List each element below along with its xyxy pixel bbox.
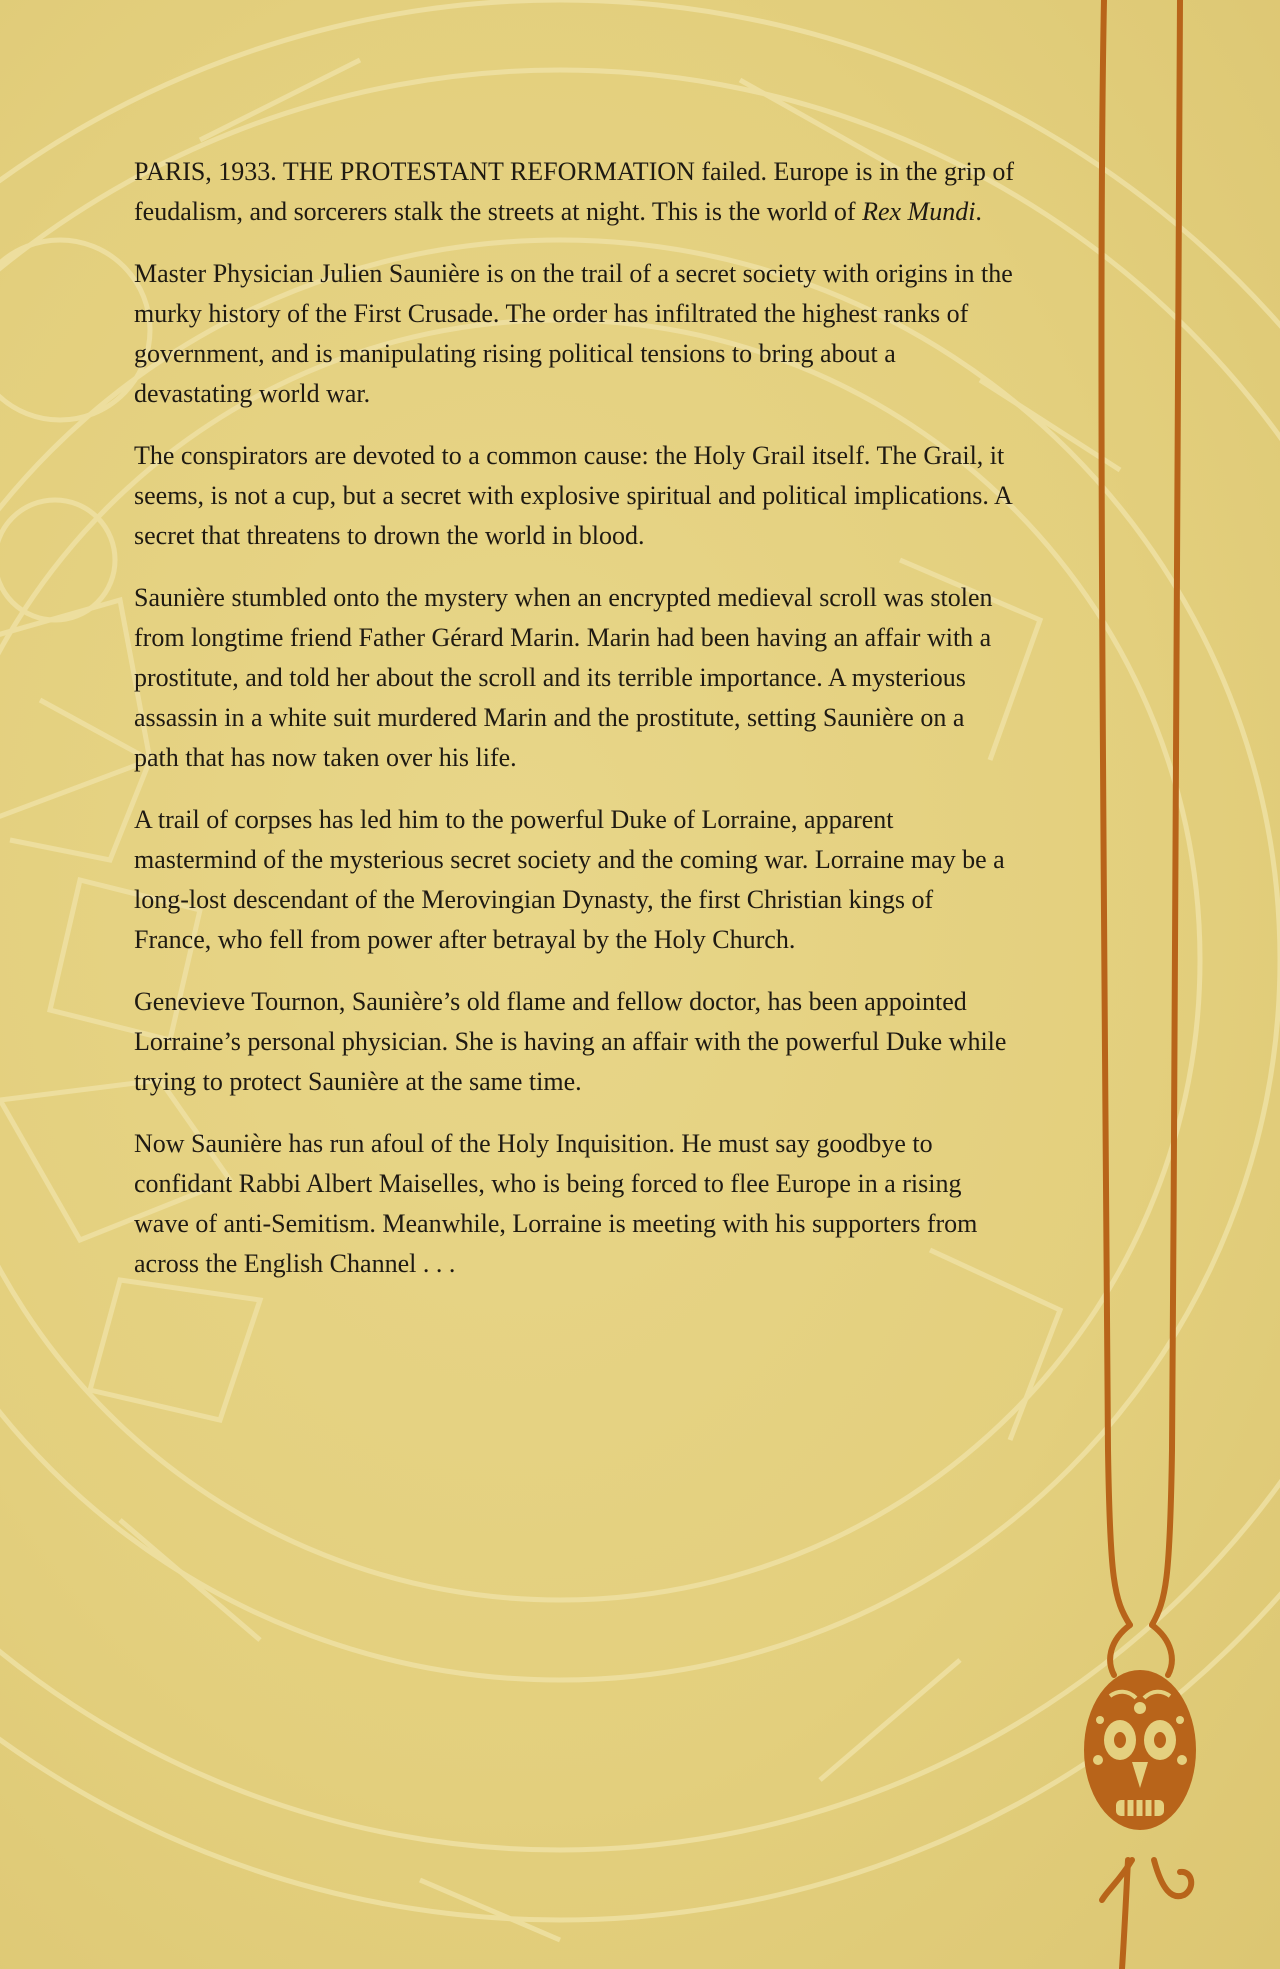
paragraph-3: The conspirators are devoted to a common cause: the Holy Grail itself. The Grail, it seems, is not a cup, but a secret with explosive spiritual and political implications. A secret that threatens to drown the world in blood. bbox=[134, 441, 1012, 550]
paragraph-2: Master Physician Julien Saunière is on the trail of a secret society with origins in the murky history of the First Crusade. The order has infiltrated the highest ranks of government, and is manipulating rising political tensions to bring about a devastating world war. bbox=[134, 259, 1013, 408]
skull-ornament-icon bbox=[1080, 0, 1220, 1969]
paragraph-6: Genevieve Tournon, Saunière’s old flame and fellow doctor, has been appointed Lorraine’s personal physician. She is having an affair with the powerful Duke while trying to protect Saunière at the same time. bbox=[134, 987, 1007, 1096]
paragraph-1-tail: . bbox=[975, 197, 982, 226]
paragraph-4: Saunière stumbled onto the mystery when an encrypted medieval scroll was stolen from longtime friend Father Gérard Marin. Marin had been having an affair with a prostitute, and told her about the scroll and its terrible importance. A mysterious assassin in a white suit murdered Marin and the prostitute, setting Saunière on a path that has now taken over his life. bbox=[134, 583, 993, 772]
paragraph-5: A trail of corpses has led him to the powerful Duke of Lorraine, apparent mastermind of the mysterious secret society and the coming war. Lorraine may be a long-lost descendant of the Merovingian Dynasty, the first Christian kings of France, who fell from power after betrayal by the Holy Church. bbox=[134, 805, 1005, 954]
synopsis-text bbox=[134, 152, 1014, 1306]
paragraph-1-lead: PARIS, 1933. THE PROTESTANT REFORMATION failed. Europe is in the grip of feudalism, and sorcerers stalk the streets at night. This is the world of bbox=[134, 157, 1014, 226]
paragraph-7: Now Saunière has run afoul of the Holy Inquisition. He must say goodbye to confidant Rabbi Albert Maiselles, who is being forced to flee Europe in a rising wave of anti-Semitism. Meanwhile, Lorraine is meeting with his supporters from across the English Channel . . . bbox=[134, 1129, 978, 1278]
paragraph-1-title: Rex Mundi bbox=[862, 197, 976, 226]
paragraph-1 bbox=[134, 152, 1014, 232]
